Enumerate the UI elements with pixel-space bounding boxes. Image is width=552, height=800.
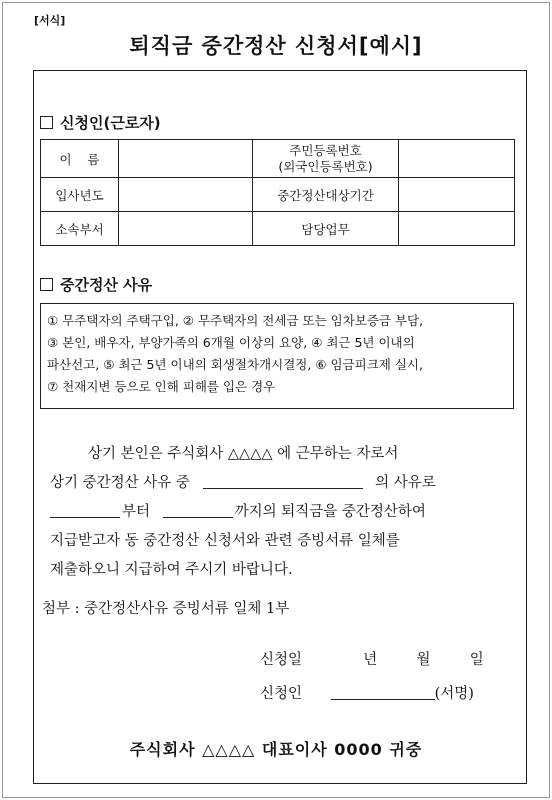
resident-number-label-line2: (외국인등록번호) [278,158,373,174]
reason-list-box [40,303,514,409]
checkbox-icon [40,278,53,291]
resident-number-value-cell[interactable] [399,140,515,178]
reason-line: ① 무주택자의 주택구입, ② 무주택자의 전세금 또는 임차보증금 부담, [47,313,424,328]
applicant-sign-label: 신청인 [260,686,303,702]
year-label: 년 [363,652,378,668]
reason-line: 파산선고, ⑤ 최근 5년 이내의 회생절차개시결정, ⑥ 임금피크제 실시, [47,357,423,372]
department-label: 소속부서 [41,212,119,246]
statement-line-2-prefix: 상기 중간정산 사유 중 [50,475,190,491]
form-tag: [서식] [34,14,66,27]
name-value-cell[interactable] [119,140,253,178]
settlement-period-label: 중간정산대상기간 [253,178,399,212]
signature-seal-label: (서명) [434,686,474,702]
document-title: 퇴직금 중간정산 신청서[예시] [129,34,423,58]
reason-section-heading [40,274,152,295]
statement-from-label: 부터 [122,504,151,520]
start-date-blank-field[interactable] [50,503,120,518]
join-year-value-cell[interactable] [119,178,253,212]
applicant-signature-field[interactable] [331,685,435,700]
join-year-label: 입사년도 [41,178,119,212]
day-label: 일 [469,652,484,668]
reason-heading-label: 중간정산 사유 [60,276,153,294]
settlement-period-value-cell[interactable] [399,178,515,212]
addressee: 주식회사 △△△△ 대표이사 0000 귀중 [129,740,423,759]
reason-line: ③ 본인, 배우자, 부양가족의 6개월 이상의 요양, ④ 최근 5년 이내의 [47,335,415,350]
application-date-row [260,648,484,669]
attachment-note: 첨부 : 중간정산사유 증빙서류 일체 1부 [42,601,290,617]
department-value-cell[interactable] [119,212,253,246]
table-row [41,178,515,212]
statement-line-2-suffix: 의 사유로 [375,475,436,491]
table-row [41,212,515,246]
table-row [41,140,515,178]
duty-label: 담당업무 [253,212,399,246]
duty-value-cell[interactable] [399,212,515,246]
month-label: 월 [416,652,431,668]
statement-line-5: 제출하오니 지급하여 주시기 바랍니다. [50,562,293,578]
statement-to-label: 까지의 퇴직금을 중간정산하여 [234,504,426,520]
name-label: 이 름 [41,140,119,178]
applicant-section-heading [40,112,161,133]
applicant-info-table [40,139,515,246]
resident-number-label-line1: 주민등록번호 [289,142,362,158]
checkbox-icon [40,116,53,129]
statement-line-2 [50,471,512,492]
end-date-blank-field[interactable] [163,503,233,518]
statement-line-3 [50,500,512,521]
statement-line-1: 상기 본인은 주식회사 △△△△ 에 근무하는 자로서 [88,446,399,462]
application-date-label: 신청일 [260,652,303,668]
applicant-sign-row [260,682,474,703]
reason-line: ⑦ 천재지변 등으로 인해 피해를 입은 경우 [47,379,276,394]
reason-blank-field[interactable] [203,474,363,489]
resident-number-label [253,140,399,178]
statement-line-4: 지급받고자 동 중간정산 신청서와 관련 증빙서류 일체를 [50,533,400,549]
applicant-heading-label: 신청인(근로자) [60,114,161,132]
